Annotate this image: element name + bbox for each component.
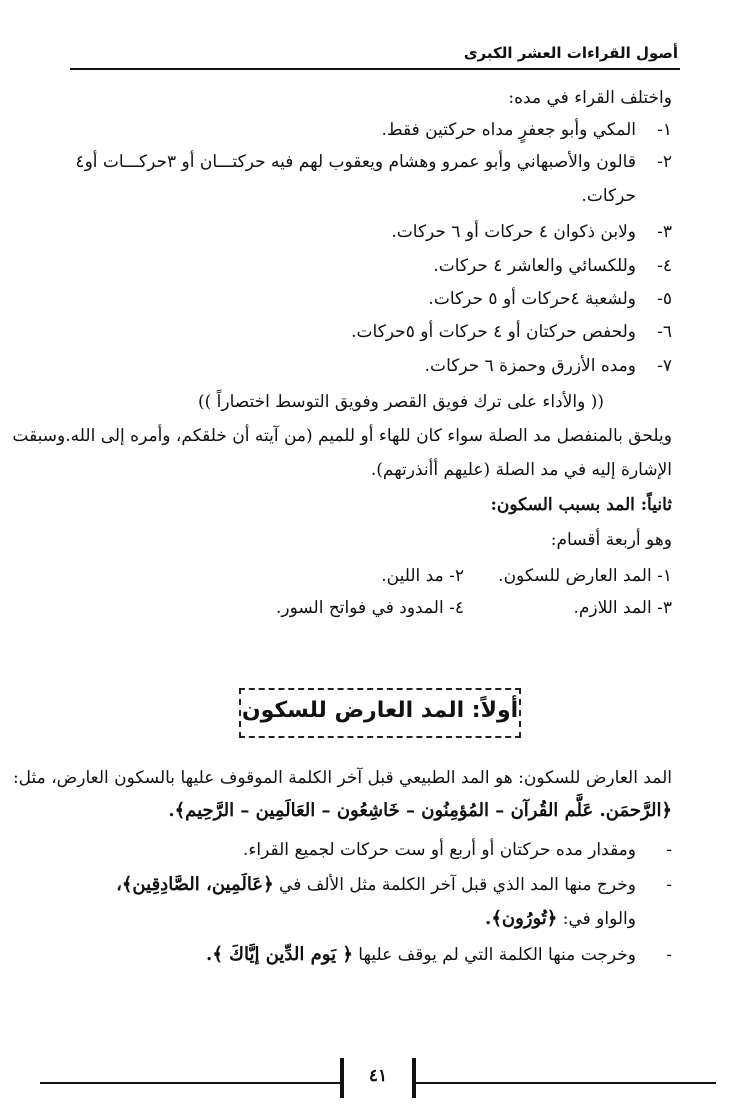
reading-2-continuation: حركات. (581, 186, 636, 206)
bullet-item (243, 840, 672, 860)
bullet-mark: - (666, 840, 672, 860)
reading-text: قالون والأصبهاني وأبو عمرو وهشام ويعقوب لهم فيه حركتـــان أو ٣حركـــات أو٤ (75, 152, 636, 172)
reading-3 (391, 222, 672, 242)
bullet-mark: - (666, 875, 672, 895)
section-title-box (239, 688, 521, 738)
bullet-item (206, 944, 672, 965)
category-1: ١- المد العارض للسكون. (498, 566, 672, 586)
section-intro: وهو أربعة أقسام: (550, 530, 672, 550)
reading-4 (433, 256, 672, 276)
footer-rule-left (40, 1082, 340, 1084)
reading-6 (351, 322, 672, 342)
bullet-text: وخرج منها المد الذي قبل آخر الكلمة مثل الألف في (273, 875, 636, 895)
reading-text: وللكسائي والعاشر ٤ حركات. (433, 256, 636, 276)
reading-7 (425, 356, 672, 376)
footer-rule-right (416, 1082, 716, 1084)
intro-line: واختلف القراء في مده: (508, 88, 672, 108)
box-title: أولاً: المد العارض للسكون (241, 698, 519, 723)
quran-words: ﴿تُورُون﴾. (485, 908, 558, 929)
quran-examples: ﴿الرَّحمَن. عَلَّم القُرآن – المُؤمِنُون – خَاشِعُون – العَالَمِين – الرَّحِيم﴾. (168, 800, 672, 821)
definition-line: المد العارض للسكون: هو المد الطبيعي قبل آخر الكلمة الموقوف عليها بالسكون العارض، مثل: (12, 768, 672, 788)
page-number: ٤١ (368, 1066, 388, 1086)
reading-number: ٤- (657, 256, 672, 276)
category-4: ٤- المدود في فواتح السور. (275, 598, 464, 618)
reading-number: ٣- (657, 222, 672, 242)
bullet-mark: - (666, 945, 672, 965)
bullet-item (116, 874, 672, 895)
reading-text: ومده الأزرق وحمزة ٦ حركات. (424, 356, 636, 376)
paragraph-line: ويلحق بالمنفصل مد الصلة سواء كان للهاء أو للميم (من آيته أن خلقكم، وأمره إلى الله.وسبقت (12, 426, 672, 446)
header-rule (70, 68, 680, 70)
bullet-continuation (485, 908, 636, 929)
category-3: ٣- المد اللازم. (573, 598, 672, 618)
reading-text: ولحفص حركتان أو ٤ حركات أو ٥حركات. (351, 322, 636, 342)
reading-text: المكي وأبو جعفرٍ مداه حركتين فقط. (381, 120, 636, 140)
reading-number: ٦- (657, 322, 672, 342)
running-head-title: أصول القراءات العشر الكبرى (463, 44, 678, 62)
reading-number: ١- (657, 120, 672, 140)
bullet-text: وخرجت منها الكلمة التي لم يوقف عليها (352, 945, 636, 965)
reading-1 (381, 120, 672, 140)
quran-words: ﴿عَالَمِين، الصَّادِقِين﴾، (116, 874, 274, 895)
reading-number: ٧- (657, 356, 672, 376)
reading-number: ٥- (657, 289, 672, 309)
reading-5 (428, 289, 672, 309)
category-2: ٢- مد اللين. (381, 566, 464, 586)
reading-text: ولابن ذكوان ٤ حركات أو ٦ حركات. (391, 222, 636, 242)
bullet-text: ومقدار مده حركتان أو أربع أو ست حركات لجميع القراء. (243, 840, 636, 860)
section-heading: ثانياً: المد بسبب السكون: (490, 495, 672, 515)
reading-text: ولشعبة ٤حركات أو ٥ حركات. (428, 289, 636, 309)
paragraph-line: الإشارة إليه في مد الصلة (عليهم أأنذرتهم). (370, 460, 672, 480)
footer-bar-right (412, 1058, 416, 1098)
bullet-text: والواو في: (557, 909, 636, 929)
reading-number: ٢- (657, 152, 672, 172)
note-line: (( والأداء على ترك فويق القصر وفويق التوسط اختصاراً )) (197, 392, 604, 412)
quran-words: ﴿ يَوم الدِّين إيَّاكَ ﴾. (206, 944, 353, 965)
reading-2 (75, 152, 672, 172)
